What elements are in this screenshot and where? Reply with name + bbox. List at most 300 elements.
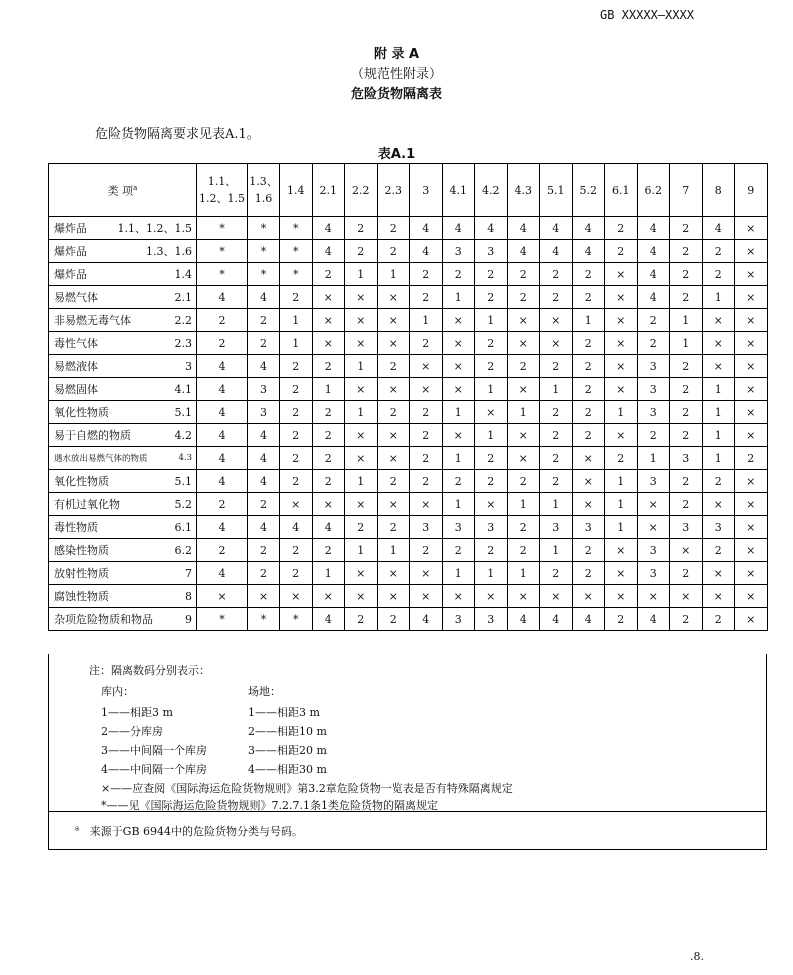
- row-label: [49, 424, 197, 447]
- column-header: 6.1: [605, 164, 638, 217]
- table-cell: 2: [280, 539, 313, 562]
- row-class-name: 氧化性物质: [54, 406, 109, 419]
- table-cell: 3: [475, 608, 508, 631]
- table-cell: 4: [197, 447, 248, 470]
- table-cell: 2: [312, 355, 345, 378]
- row-label: [49, 585, 197, 608]
- table-cell: 1: [605, 470, 638, 493]
- table-cell: 1: [312, 562, 345, 585]
- table-cell: 4: [475, 217, 508, 240]
- row-label: [49, 516, 197, 539]
- table-cell: 2: [475, 355, 508, 378]
- table-cell: 2: [197, 539, 248, 562]
- row-class-code: 4.1: [174, 382, 192, 396]
- table-cell: 3: [637, 539, 670, 562]
- table-cell: ×: [735, 240, 768, 263]
- row-class-name: 腐蚀性物质: [54, 590, 109, 603]
- table-cell: ×: [637, 585, 670, 608]
- table-cell: ×: [572, 470, 605, 493]
- table-cell: ×: [735, 539, 768, 562]
- table-cell: 1: [605, 516, 638, 539]
- table-cell: ×: [605, 378, 638, 401]
- table-cell: 2: [507, 263, 540, 286]
- table-cell: 2: [410, 424, 443, 447]
- table-cell: 2: [572, 286, 605, 309]
- table-cell: 2: [280, 401, 313, 424]
- row-class-name: 非易燃无毒气体: [54, 314, 131, 327]
- table-cell: 2: [572, 263, 605, 286]
- table-cell: 2: [702, 539, 735, 562]
- table-cell: 1: [345, 401, 378, 424]
- table-cell: ×: [605, 585, 638, 608]
- table-cell: 3: [410, 516, 443, 539]
- table-cell: ×: [377, 378, 410, 401]
- table-row: [49, 309, 768, 332]
- asterisk-symbol-note: *——见《国际海运危险货物规则》7.2.7.1条1类危险货物的隔离规定: [101, 799, 438, 812]
- table-cell: 2: [312, 539, 345, 562]
- table-cell: 1: [475, 378, 508, 401]
- table-cell: 2: [377, 240, 410, 263]
- table-cell: ×: [735, 309, 768, 332]
- table-cell: ×: [735, 424, 768, 447]
- row-class-code: 2.2: [174, 313, 192, 327]
- row-class-code: 2.1: [174, 290, 192, 304]
- table-row: [49, 217, 768, 240]
- table-cell: 2: [248, 539, 280, 562]
- table-cell: 1: [702, 424, 735, 447]
- table-cell: *: [280, 263, 313, 286]
- table-cell: 2: [670, 493, 703, 516]
- footnote-mark: a: [75, 824, 80, 833]
- table-cell: 3: [637, 355, 670, 378]
- table-cell: 4: [248, 470, 280, 493]
- table-cell: ×: [377, 585, 410, 608]
- table-cell: ×: [345, 378, 378, 401]
- table-cell: ×: [702, 332, 735, 355]
- table-cell: ×: [735, 332, 768, 355]
- row-class-name: 有机过氧化物: [54, 498, 120, 511]
- table-cell: 1: [540, 539, 573, 562]
- table-cell: 2: [507, 539, 540, 562]
- table-cell: 2: [280, 562, 313, 585]
- table-cell: 4: [540, 217, 573, 240]
- table-cell: 1: [442, 493, 475, 516]
- table-cell: 2: [280, 424, 313, 447]
- table-cell: 2: [475, 539, 508, 562]
- row-label: [49, 608, 197, 631]
- table-cell: 2: [377, 401, 410, 424]
- row-class-code: 4.2: [174, 428, 192, 442]
- table-cell: 2: [312, 401, 345, 424]
- warehouse-item: 4——中间隔一个库房: [101, 763, 207, 776]
- table-cell: *: [248, 217, 280, 240]
- row-label: [49, 493, 197, 516]
- table-cell: 4: [572, 240, 605, 263]
- table-cell: ×: [735, 378, 768, 401]
- table-cell: 4: [312, 240, 345, 263]
- table-cell: 3: [637, 562, 670, 585]
- table-cell: 1: [670, 309, 703, 332]
- table-cell: 2: [197, 493, 248, 516]
- standard-code: GB XXXXX—XXXX: [600, 8, 694, 22]
- table-cell: ×: [312, 286, 345, 309]
- table-cell: ×: [475, 493, 508, 516]
- table-row: [49, 516, 768, 539]
- row-class-name: 杂项危险物质和物品: [54, 613, 153, 626]
- row-class-name: 易燃液体: [54, 360, 98, 373]
- page-number: .8.: [690, 950, 704, 963]
- table-cell: ×: [410, 585, 443, 608]
- table-row: [49, 355, 768, 378]
- table-cell: 2: [637, 424, 670, 447]
- table-cell: 4: [637, 240, 670, 263]
- table-cell: ×: [507, 378, 540, 401]
- table-caption: 表A.1: [377, 147, 416, 162]
- table-cell: 2: [702, 263, 735, 286]
- table-cell: 2: [637, 309, 670, 332]
- column-header: 8: [702, 164, 735, 217]
- table-cell: ×: [735, 401, 768, 424]
- table-cell: 2: [605, 447, 638, 470]
- table-cell: ×: [345, 424, 378, 447]
- table-cell: 1: [345, 263, 378, 286]
- table-cell: ×: [442, 585, 475, 608]
- table-cell: 1: [507, 562, 540, 585]
- cross-symbol-note: ×——应查阅《国际海运危险货物规则》第3.2章危险货物一览表是否有特殊隔离规定: [101, 782, 513, 795]
- row-class-name: 易燃气体: [54, 291, 98, 304]
- table-cell: 2: [312, 447, 345, 470]
- table-cell: 1: [442, 447, 475, 470]
- table-cell: ×: [507, 309, 540, 332]
- table-cell: 1: [442, 286, 475, 309]
- table-cell: ×: [572, 447, 605, 470]
- table-cell: 4: [637, 263, 670, 286]
- table-cell: *: [280, 608, 313, 631]
- table-cell: 4: [248, 424, 280, 447]
- table-cell: ×: [540, 309, 573, 332]
- table-cell: ×: [735, 355, 768, 378]
- table-cell: 4: [702, 217, 735, 240]
- table-cell: 2: [312, 470, 345, 493]
- row-class-code: 5.1: [174, 474, 192, 488]
- table-cell: ×: [735, 585, 768, 608]
- table-header-row: [49, 164, 768, 217]
- table-cell: 2: [442, 470, 475, 493]
- table-row: [49, 562, 768, 585]
- row-label: [49, 355, 197, 378]
- row-class-code: 2.3: [174, 336, 192, 350]
- table-cell: 2: [410, 470, 443, 493]
- table-cell: ×: [442, 309, 475, 332]
- table-cell: ×: [702, 309, 735, 332]
- notes-divider: [49, 811, 766, 812]
- table-cell: 4: [248, 286, 280, 309]
- table-cell: ×: [312, 493, 345, 516]
- column-header: 5.1: [540, 164, 573, 217]
- table-cell: 2: [345, 217, 378, 240]
- table-cell: ×: [345, 332, 378, 355]
- table-cell: 2: [475, 447, 508, 470]
- table-cell: ×: [475, 401, 508, 424]
- row-class-name: 爆炸品: [54, 245, 87, 258]
- table-cell: ×: [637, 493, 670, 516]
- table-cell: 1: [605, 401, 638, 424]
- table-cell: 4: [312, 217, 345, 240]
- table-cell: ×: [312, 309, 345, 332]
- notes-intro: 注：隔离数码分别表示：: [89, 664, 210, 677]
- table-cell: *: [280, 217, 313, 240]
- table-cell: *: [248, 608, 280, 631]
- table-cell: 2: [507, 470, 540, 493]
- table-cell: 3: [572, 516, 605, 539]
- table-cell: ×: [670, 539, 703, 562]
- table-row: [49, 263, 768, 286]
- column-header: 4.1: [442, 164, 475, 217]
- table-cell: ×: [442, 332, 475, 355]
- table-cell: 1: [312, 378, 345, 401]
- table-cell: ×: [312, 585, 345, 608]
- table-cell: *: [197, 263, 248, 286]
- row-label: [49, 217, 197, 240]
- table-cell: 4: [248, 355, 280, 378]
- table-cell: 4: [248, 516, 280, 539]
- table-cell: ×: [410, 355, 443, 378]
- table-cell: 4: [248, 447, 280, 470]
- row-class-code: 5.2: [174, 497, 192, 511]
- table-cell: 2: [670, 378, 703, 401]
- table-cell: 2: [507, 355, 540, 378]
- row-class-code: 1.1、1.2、1.5: [117, 222, 192, 235]
- row-class-name: 放射性物质: [54, 567, 109, 580]
- table-cell: 2: [312, 424, 345, 447]
- table-cell: 2: [540, 470, 573, 493]
- table-cell: ×: [197, 585, 248, 608]
- row-label: [49, 263, 197, 286]
- table-cell: 1: [475, 424, 508, 447]
- table-cell: *: [197, 217, 248, 240]
- table-cell: ×: [410, 378, 443, 401]
- table-cell: 4: [507, 240, 540, 263]
- table-cell: 1: [442, 401, 475, 424]
- table-cell: 2: [248, 562, 280, 585]
- row-class-code: 6.1: [174, 520, 192, 534]
- row-class-code: 5.1: [174, 405, 192, 419]
- table-cell: ×: [442, 355, 475, 378]
- table-cell: 2: [572, 424, 605, 447]
- table-row: [49, 493, 768, 516]
- table-cell: 2: [280, 355, 313, 378]
- table-cell: 2: [345, 516, 378, 539]
- table-cell: 3: [248, 378, 280, 401]
- table-cell: ×: [702, 562, 735, 585]
- table-cell: 2: [670, 217, 703, 240]
- table-cell: 2: [197, 332, 248, 355]
- table-row: [49, 608, 768, 631]
- intro-text: 危险货物隔离要求见表A.1。: [95, 127, 260, 142]
- table-cell: 1: [702, 286, 735, 309]
- table-cell: 2: [280, 470, 313, 493]
- table-cell: 2: [377, 470, 410, 493]
- table-cell: 4: [637, 286, 670, 309]
- table-cell: 2: [280, 378, 313, 401]
- table-cell: 4: [197, 355, 248, 378]
- table-cell: 1: [507, 401, 540, 424]
- table-cell: ×: [605, 332, 638, 355]
- table-cell: 3: [248, 401, 280, 424]
- table-cell: 2: [572, 378, 605, 401]
- class-header: 类 项$^a$: [49, 164, 197, 217]
- table-cell: 1: [475, 309, 508, 332]
- table-cell: ×: [605, 309, 638, 332]
- yard-item: 4——相距30 m: [248, 763, 327, 776]
- table-cell: 1: [377, 539, 410, 562]
- table-cell: 2: [475, 286, 508, 309]
- table-cell: 4: [197, 401, 248, 424]
- table-cell: 2: [475, 263, 508, 286]
- table-cell: 2: [702, 470, 735, 493]
- table-cell: ×: [735, 608, 768, 631]
- row-label: [49, 378, 197, 401]
- table-cell: 2: [702, 608, 735, 631]
- table-cell: 2: [377, 516, 410, 539]
- table-cell: 2: [540, 355, 573, 378]
- table-cell: 3: [670, 447, 703, 470]
- table-cell: 4: [197, 516, 248, 539]
- table-cell: 1: [670, 332, 703, 355]
- row-class-name: 遇水放出易燃气体的物质: [54, 454, 148, 464]
- table-cell: 2: [248, 309, 280, 332]
- table-cell: 2: [507, 516, 540, 539]
- row-class-name: 爆炸品: [54, 222, 87, 235]
- table-cell: 2: [410, 263, 443, 286]
- table-cell: ×: [377, 447, 410, 470]
- table-cell: 2: [345, 240, 378, 263]
- table-cell: ×: [735, 516, 768, 539]
- column-header: 9: [735, 164, 768, 217]
- yard-item: 2——相距10 m: [248, 725, 327, 738]
- table-cell: ×: [345, 309, 378, 332]
- table-cell: ×: [637, 516, 670, 539]
- row-class-code: 4.3: [178, 453, 192, 463]
- table-cell: 1: [345, 355, 378, 378]
- table-cell: ×: [605, 424, 638, 447]
- table-cell: 2: [670, 470, 703, 493]
- row-label: [49, 470, 197, 493]
- row-label: [49, 309, 197, 332]
- table-cell: 2: [377, 217, 410, 240]
- table-cell: ×: [572, 493, 605, 516]
- table-cell: 2: [377, 608, 410, 631]
- table-cell: ×: [345, 286, 378, 309]
- row-label: [49, 286, 197, 309]
- column-header: 2.3: [377, 164, 410, 217]
- table-cell: 2: [410, 539, 443, 562]
- table-cell: 4: [312, 608, 345, 631]
- table-cell: 4: [572, 217, 605, 240]
- table-cell: 4: [410, 240, 443, 263]
- segregation-table: [48, 163, 768, 631]
- table-cell: 4: [410, 217, 443, 240]
- table-cell: 2: [670, 562, 703, 585]
- table-cell: ×: [572, 585, 605, 608]
- row-class-code: 1.3、1.6: [146, 245, 192, 258]
- table-cell: 2: [442, 539, 475, 562]
- table-cell: 2: [410, 447, 443, 470]
- table-cell: 3: [540, 516, 573, 539]
- table-cell: 2: [540, 263, 573, 286]
- table-cell: 2: [410, 332, 443, 355]
- table-cell: 2: [670, 424, 703, 447]
- table-cell: 1: [410, 309, 443, 332]
- table-cell: 1: [345, 539, 378, 562]
- table-cell: 4: [280, 516, 313, 539]
- row-label: [49, 332, 197, 355]
- table-cell: ×: [345, 447, 378, 470]
- yard-title: 场地：: [248, 685, 281, 698]
- table-cell: 4: [197, 286, 248, 309]
- table-cell: 2: [540, 562, 573, 585]
- column-header: 1.3、1.6: [248, 164, 280, 217]
- table-cell: 1: [442, 562, 475, 585]
- table-cell: ×: [377, 493, 410, 516]
- table-cell: 1: [702, 447, 735, 470]
- yard-item: 3——相距20 m: [248, 744, 327, 757]
- table-cell: 2: [345, 608, 378, 631]
- row-class-name: 易燃固体: [54, 383, 98, 396]
- table-cell: 2: [540, 401, 573, 424]
- table-cell: 2: [475, 470, 508, 493]
- table-cell: *: [197, 240, 248, 263]
- table-row: [49, 470, 768, 493]
- table-cell: ×: [702, 585, 735, 608]
- table-cell: 2: [670, 240, 703, 263]
- table-notes: [48, 654, 767, 850]
- table-cell: 2: [540, 286, 573, 309]
- table-cell: 3: [442, 240, 475, 263]
- table-cell: ×: [605, 286, 638, 309]
- table-cell: 2: [735, 447, 768, 470]
- table-cell: 4: [637, 608, 670, 631]
- table-cell: ×: [507, 585, 540, 608]
- table-cell: ×: [605, 562, 638, 585]
- table-cell: 2: [702, 240, 735, 263]
- table-cell: ×: [605, 355, 638, 378]
- table-cell: ×: [735, 263, 768, 286]
- table-cell: 1: [572, 309, 605, 332]
- table-cell: 1: [702, 378, 735, 401]
- table-cell: 2: [670, 263, 703, 286]
- table-cell: ×: [735, 470, 768, 493]
- table-cell: ×: [507, 332, 540, 355]
- table-cell: ×: [410, 562, 443, 585]
- table-cell: 4: [442, 217, 475, 240]
- column-header: 1.1、1.2、1.5: [197, 164, 248, 217]
- table-cell: ×: [377, 332, 410, 355]
- table-cell: 2: [248, 493, 280, 516]
- column-header: 4.2: [475, 164, 508, 217]
- table-cell: *: [248, 240, 280, 263]
- table-cell: 4: [197, 562, 248, 585]
- table-row: [49, 585, 768, 608]
- table-cell: 2: [670, 401, 703, 424]
- table-cell: 2: [572, 562, 605, 585]
- table-cell: ×: [377, 286, 410, 309]
- table-row: [49, 539, 768, 562]
- table-cell: ×: [345, 585, 378, 608]
- table-cell: 2: [572, 332, 605, 355]
- table-cell: 1: [345, 470, 378, 493]
- table-cell: ×: [507, 424, 540, 447]
